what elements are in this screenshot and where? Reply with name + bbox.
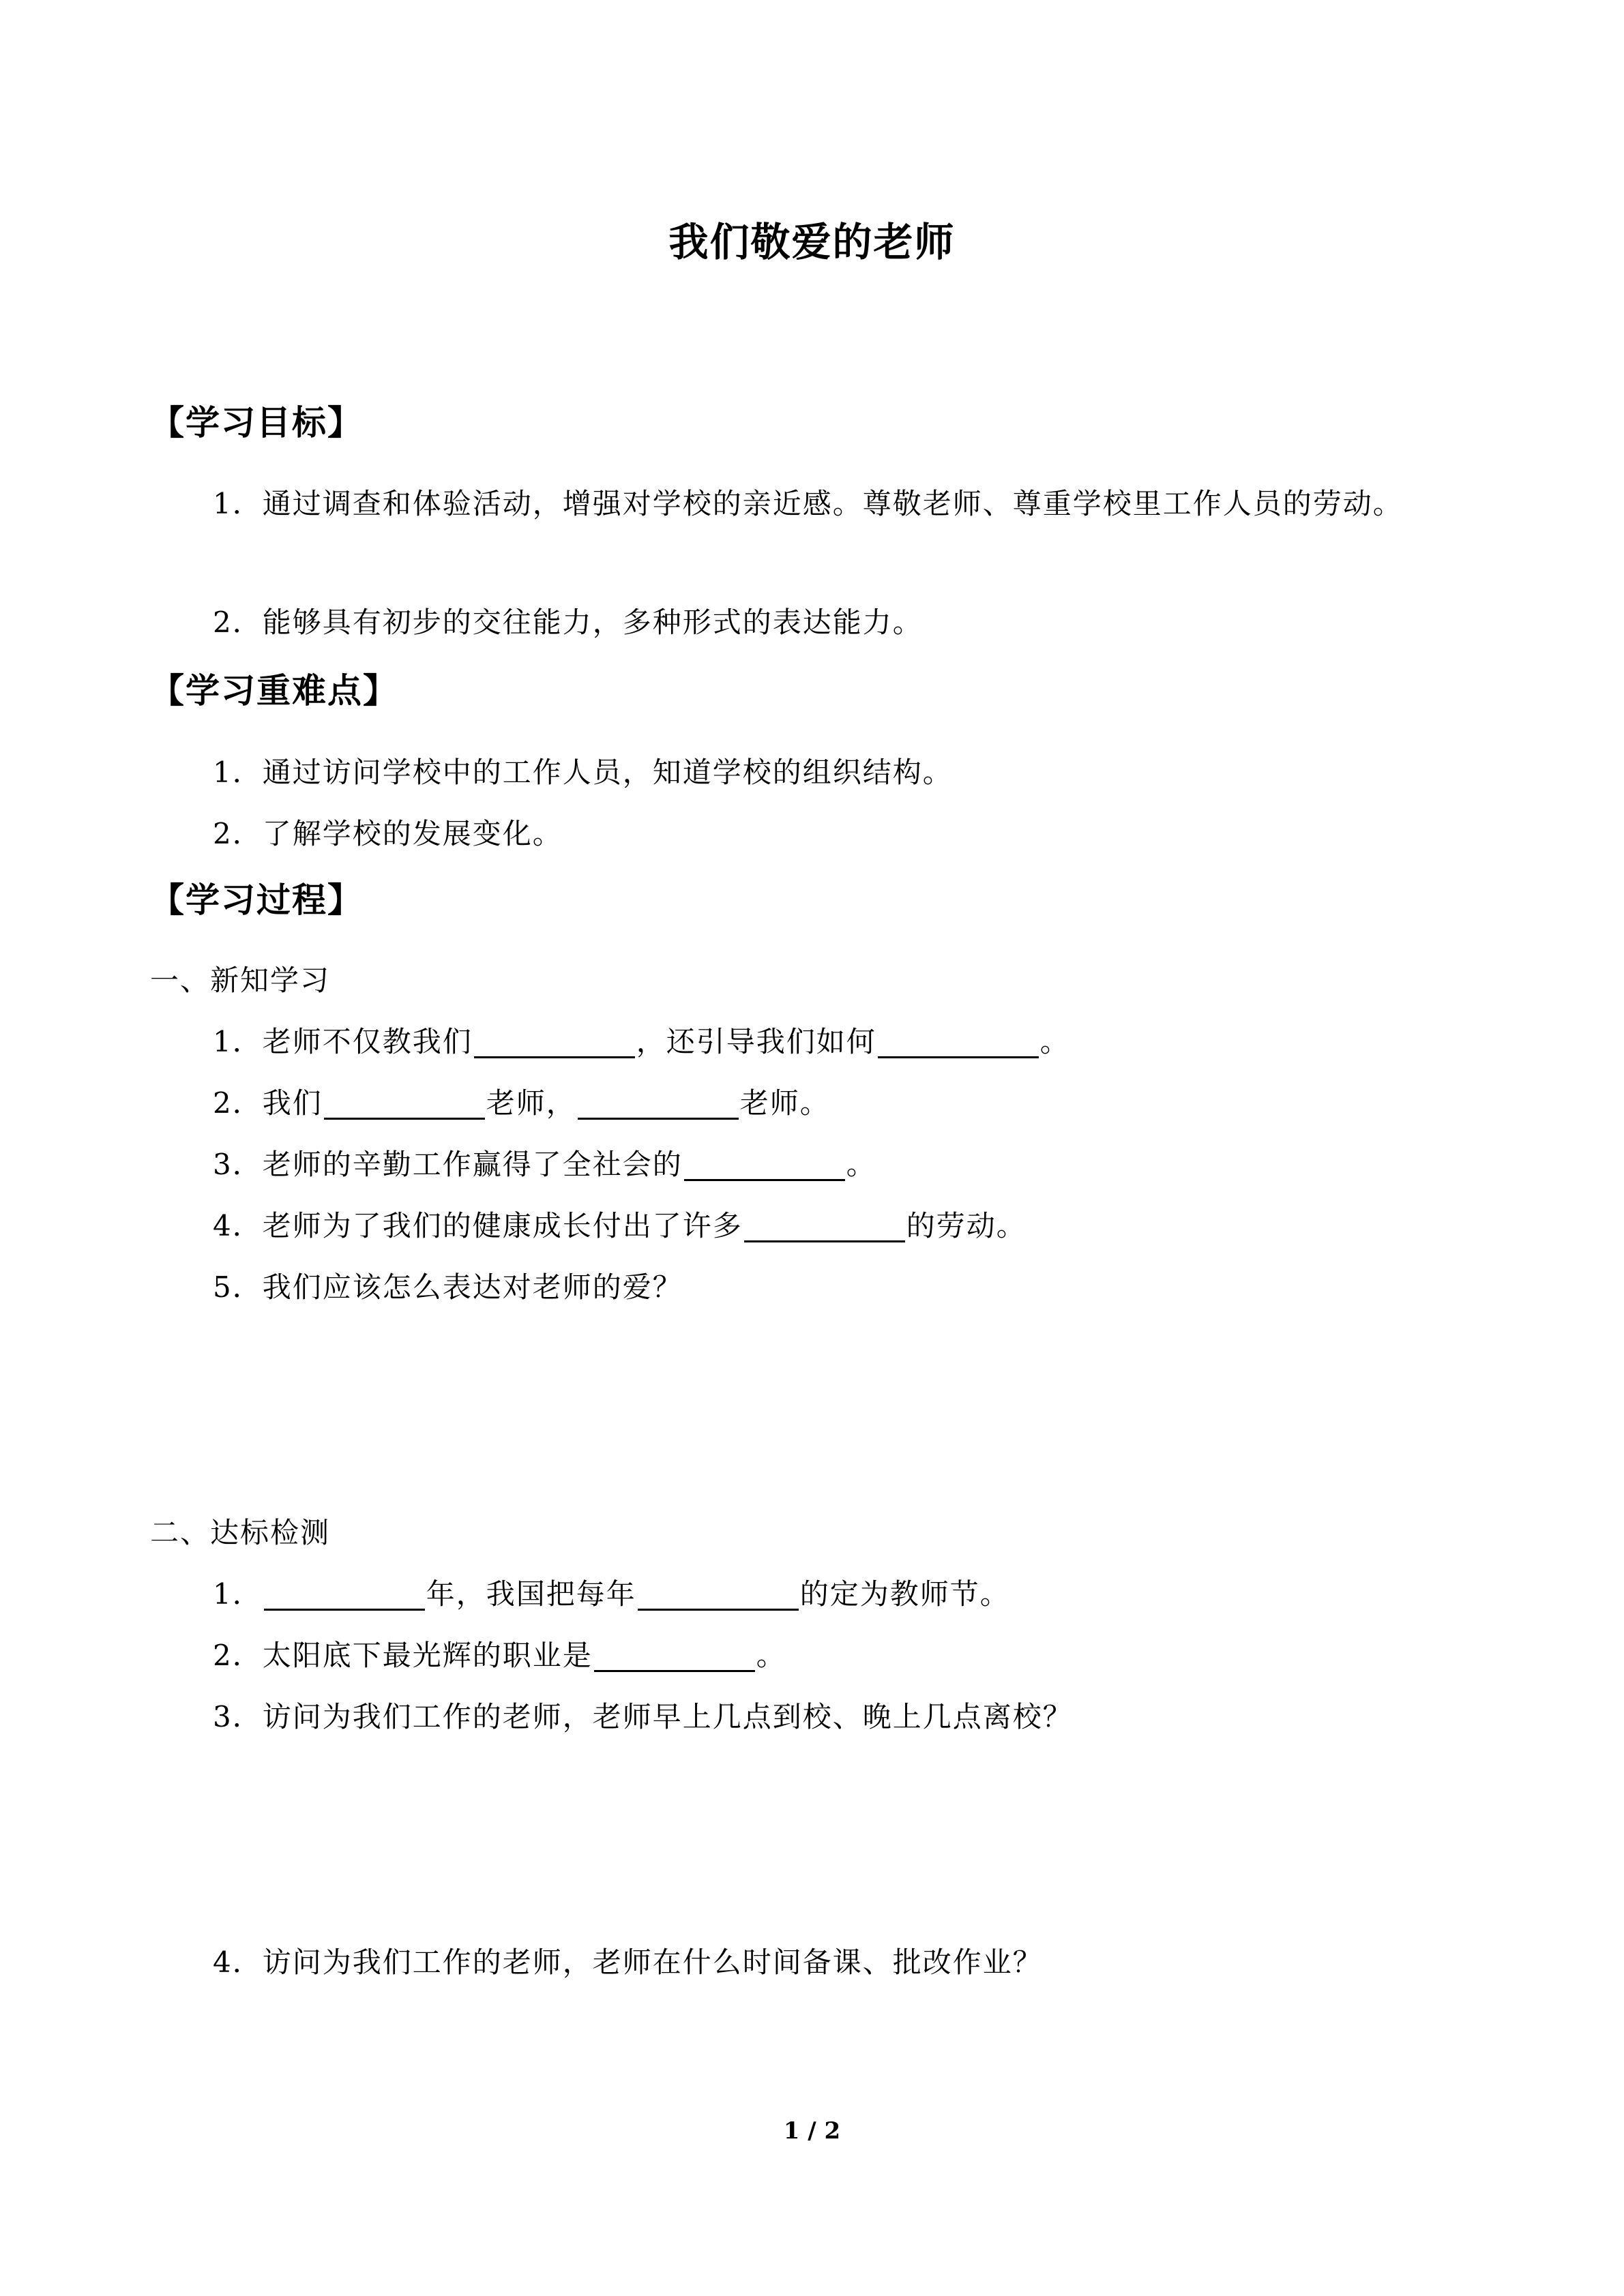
fill-blank[interactable] [878, 1022, 1039, 1058]
key-points-heading: 【学习重难点】 [150, 670, 398, 711]
key-point-item-1: 1．通过访问学校中的工作人员，知道学校的组织结构。 [213, 756, 953, 789]
question-text: 4．老师为了我们的健康成长付出了许多 [213, 1209, 743, 1242]
fill-blank[interactable] [638, 1575, 799, 1611]
question-text: 1．老师不仅教我们 [213, 1025, 473, 1058]
question-text: 3．老师的辛勤工作赢得了全社会的 [213, 1148, 683, 1181]
question-text: 年，我国把每年 [426, 1577, 636, 1611]
section-assessment-title: 二、达标检测 [150, 1516, 331, 1549]
question-text: 老师。 [739, 1086, 830, 1120]
page-title: 我们敬爱的老师 [668, 219, 956, 265]
key-point-item-2: 2．了解学校的发展变化。 [213, 817, 563, 850]
question-1-5: 5．我们应该怎么表达对老师的爱？ [213, 1270, 683, 1304]
question-1-4 [213, 1204, 1027, 1244]
section-new-knowledge-title: 一、新知学习 [150, 964, 331, 997]
question-1-1 [213, 1019, 1070, 1060]
question-text: 2．太阳底下最光辉的职业是 [213, 1639, 593, 1672]
fill-blank[interactable] [264, 1575, 425, 1611]
question-text: 。 [846, 1148, 876, 1181]
question-text: 。 [756, 1639, 786, 1672]
page-number: 1 / 2 [783, 2117, 841, 2145]
fill-blank[interactable] [578, 1084, 739, 1120]
objective-item-2: 2．能够具有初步的交往能力，多种形式的表达能力。 [213, 606, 923, 639]
question-1-3 [213, 1142, 876, 1183]
question-2-3: 3．访问为我们工作的老师，老师早上几点到校、晚上几点离校？ [213, 1700, 1073, 1733]
question-2-2 [213, 1633, 786, 1674]
question-2-1 [213, 1572, 1010, 1613]
fill-blank[interactable] [744, 1206, 905, 1242]
fill-blank[interactable] [684, 1145, 845, 1181]
objective-item-1: 1．通过调查和体验活动，增强对学校的亲近感。尊敬老师、尊重学校里工作人员的劳动。 [213, 487, 1403, 520]
question-1-2 [213, 1081, 830, 1122]
fill-blank[interactable] [594, 1636, 755, 1672]
question-text: 。 [1039, 1025, 1070, 1058]
fill-blank[interactable] [474, 1022, 635, 1058]
process-heading: 【学习过程】 [150, 880, 363, 920]
question-text: ，还引导我们如何 [636, 1025, 876, 1058]
question-text: 的劳动。 [906, 1209, 1027, 1242]
question-text: 的定为教师节。 [799, 1577, 1010, 1611]
fill-blank[interactable] [324, 1084, 485, 1120]
question-text: 老师， [486, 1086, 576, 1120]
question-text: 1． [213, 1577, 263, 1611]
question-2-4: 4．访问为我们工作的老师，老师在什么时间备课、批改作业？ [213, 1945, 1043, 1979]
objectives-heading: 【学习目标】 [150, 402, 363, 443]
question-text: 2．我们 [213, 1086, 323, 1120]
